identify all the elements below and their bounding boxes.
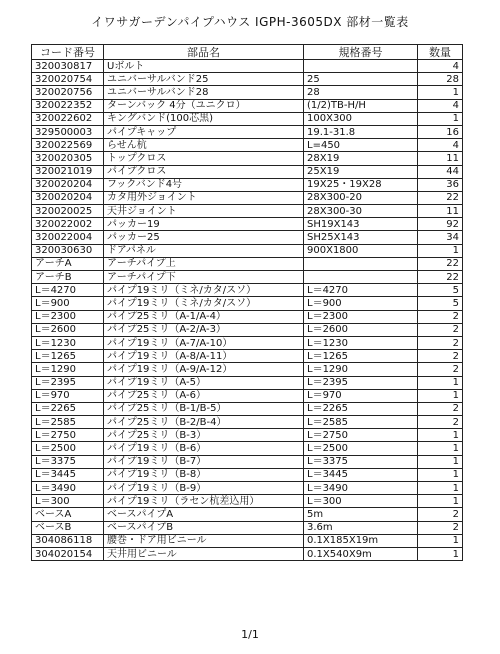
code-cell: L＝2395 [32, 376, 104, 389]
table-row [32, 257, 463, 270]
quantity-cell: 2 [418, 521, 463, 534]
code-cell: ベースB [32, 521, 104, 534]
part-name-cell: パイプ19ミリ（ラセン杭差込用） [104, 495, 304, 508]
spec-cell: L＝300 [304, 495, 418, 508]
parts-table [31, 44, 463, 561]
table-row [32, 73, 463, 86]
table-row [32, 191, 463, 204]
quantity-cell: 4 [418, 139, 463, 152]
table-row [32, 165, 463, 178]
table-row [32, 99, 463, 112]
spec-cell: SH25X143 [304, 231, 418, 244]
spec-cell: 25 [304, 73, 418, 86]
page-number: 1/1 [241, 628, 259, 641]
part-name-cell: パイプ19ミリ（A-5） [104, 376, 304, 389]
code-cell: ベースA [32, 508, 104, 521]
spec-cell: L＝2585 [304, 416, 418, 429]
quantity-cell: 2 [418, 336, 463, 349]
part-name-cell: パイプ19ミリ（B-9） [104, 482, 304, 495]
spec-cell: L＝970 [304, 389, 418, 402]
quantity-cell: 1 [418, 534, 463, 547]
table-row [32, 310, 463, 323]
quantity-cell: 1 [418, 429, 463, 442]
code-cell: L＝900 [32, 297, 104, 310]
table-row [32, 534, 463, 547]
part-name-cell: パッカー25 [104, 231, 304, 244]
part-name-cell: パイプ19ミリ（A-8/A-11） [104, 350, 304, 363]
table-row [32, 336, 463, 349]
quantity-cell: 92 [418, 218, 463, 231]
table-row [32, 442, 463, 455]
spec-cell: SH19X143 [304, 218, 418, 231]
table-row [32, 376, 463, 389]
quantity-cell: 28 [418, 73, 463, 86]
code-cell: 320022002 [32, 218, 104, 231]
code-cell: L＝970 [32, 389, 104, 402]
code-cell: L＝2500 [32, 442, 104, 455]
code-cell: 320022352 [32, 99, 104, 112]
quantity-cell: 16 [418, 125, 463, 138]
code-cell: 320030630 [32, 244, 104, 257]
table-row [32, 350, 463, 363]
column-header-code: コード番号 [32, 45, 104, 60]
quantity-cell: 22 [418, 257, 463, 270]
part-name-cell: パイプ25ミリ（B-3） [104, 429, 304, 442]
spec-cell: 3.6m [304, 521, 418, 534]
table-row [32, 468, 463, 481]
spec-cell: L＝4270 [304, 284, 418, 297]
quantity-cell: 2 [418, 416, 463, 429]
part-name-cell: カタ用外ジョイント [104, 191, 304, 204]
spec-cell: L＝2300 [304, 310, 418, 323]
part-name-cell: パイプ25ミリ（B-1/B-5） [104, 402, 304, 415]
part-name-cell: パイプ19ミリ（ミネ/カタ/スソ） [104, 284, 304, 297]
code-cell: アーチA [32, 257, 104, 270]
quantity-cell: 2 [418, 402, 463, 415]
spec-cell: L＝2265 [304, 402, 418, 415]
spec-cell: (1/2)TB-H/H [304, 99, 418, 112]
part-name-cell: フックバンド4号 [104, 178, 304, 191]
part-name-cell: アーチパイプ上 [104, 257, 304, 270]
part-name-cell: パッカー19 [104, 218, 304, 231]
quantity-cell: 22 [418, 191, 463, 204]
quantity-cell: 1 [418, 455, 463, 468]
quantity-cell: 1 [418, 86, 463, 99]
part-name-cell: トップクロス [104, 152, 304, 165]
spec-cell [304, 271, 418, 284]
spec-cell: 28 [304, 86, 418, 99]
table-row [32, 495, 463, 508]
code-cell: アーチB [32, 271, 104, 284]
spec-cell: L＝1290 [304, 363, 418, 376]
code-cell: L＝3445 [32, 468, 104, 481]
quantity-cell: 1 [418, 547, 463, 560]
quantity-cell: 1 [418, 495, 463, 508]
table-row [32, 112, 463, 125]
table-row [32, 455, 463, 468]
spec-cell: 5m [304, 508, 418, 521]
quantity-cell: 1 [418, 112, 463, 125]
table-row [32, 152, 463, 165]
part-name-cell: らせん杭 [104, 139, 304, 152]
part-name-cell: パイプ19ミリ（B-7） [104, 455, 304, 468]
document-title: イワサガーデンパイプハウス IGPH-3605DX 部材一覧表 [91, 15, 409, 29]
part-name-cell: ユニバーサルバンド28 [104, 86, 304, 99]
part-name-cell: 天井ジョイント [104, 205, 304, 218]
code-cell: L＝1230 [32, 336, 104, 349]
spec-cell: 28X300-20 [304, 191, 418, 204]
quantity-cell: 4 [418, 99, 463, 112]
table-row [32, 363, 463, 376]
part-name-cell: パイプキャップ [104, 125, 304, 138]
table-row [32, 297, 463, 310]
code-cell: 320020305 [32, 152, 104, 165]
table-row [32, 284, 463, 297]
table-row [32, 429, 463, 442]
part-name-cell: パイプ25ミリ（A-6） [104, 389, 304, 402]
code-cell: L＝2585 [32, 416, 104, 429]
spec-cell: L＝3445 [304, 468, 418, 481]
table-row [32, 218, 463, 231]
quantity-cell: 1 [418, 482, 463, 495]
code-cell: 320020204 [32, 191, 104, 204]
part-name-cell: ドアパネル [104, 244, 304, 257]
quantity-cell: 34 [418, 231, 463, 244]
code-cell: 320022602 [32, 112, 104, 125]
part-name-cell: パイプ19ミリ（B-8） [104, 468, 304, 481]
spec-cell: L＝3490 [304, 482, 418, 495]
part-name-cell: パイプ25ミリ（A-1/A-4） [104, 310, 304, 323]
part-name-cell: パイプ19ミリ（A-7/A-10） [104, 336, 304, 349]
part-name-cell: パイプ19ミリ（A-9/A-12） [104, 363, 304, 376]
column-header-spec: 規格番号 [304, 45, 418, 60]
code-cell: L＝1290 [32, 363, 104, 376]
quantity-cell: 5 [418, 284, 463, 297]
part-name-cell: パイプ19ミリ（B-6） [104, 442, 304, 455]
spec-cell: 0.1X540X9m [304, 547, 418, 560]
quantity-cell: 2 [418, 310, 463, 323]
spec-cell: L＝3375 [304, 455, 418, 468]
spec-cell: L＝1230 [304, 336, 418, 349]
spec-cell [304, 60, 418, 73]
table-row [32, 389, 463, 402]
table-row [32, 205, 463, 218]
table-row [32, 125, 463, 138]
spec-cell: L=450 [304, 139, 418, 152]
code-cell: 320020754 [32, 73, 104, 86]
table-row [32, 178, 463, 191]
quantity-cell: 2 [418, 508, 463, 521]
quantity-cell: 1 [418, 376, 463, 389]
part-name-cell: ベースパイプA [104, 508, 304, 521]
quantity-cell: 2 [418, 323, 463, 336]
table-header-row [32, 45, 463, 60]
part-name-cell: アーチパイプ下 [104, 271, 304, 284]
quantity-cell: 1 [418, 468, 463, 481]
spec-cell: 28X300-30 [304, 205, 418, 218]
part-name-cell: パイプクロス [104, 165, 304, 178]
code-cell: 304020154 [32, 547, 104, 560]
column-header-quantity: 数量 [418, 45, 463, 60]
code-cell: 320021019 [32, 165, 104, 178]
table-row [32, 231, 463, 244]
column-header-part-name: 部品名 [104, 45, 304, 60]
code-cell: L＝2600 [32, 323, 104, 336]
table-row [32, 139, 463, 152]
table-row [32, 521, 463, 534]
table-row [32, 482, 463, 495]
code-cell: 320022004 [32, 231, 104, 244]
table-row [32, 547, 463, 560]
quantity-cell: 11 [418, 152, 463, 165]
code-cell: 329500003 [32, 125, 104, 138]
quantity-cell: 5 [418, 297, 463, 310]
table-row [32, 244, 463, 257]
table-row [32, 323, 463, 336]
part-name-cell: キングバンド(100芯黒) [104, 112, 304, 125]
part-name-cell: パイプ25ミリ（B-2/B-4） [104, 416, 304, 429]
table-row [32, 60, 463, 73]
quantity-cell: 22 [418, 271, 463, 284]
table-row [32, 402, 463, 415]
quantity-cell: 1 [418, 442, 463, 455]
spec-cell: L＝2395 [304, 376, 418, 389]
code-cell: 320022569 [32, 139, 104, 152]
table-row [32, 86, 463, 99]
table-row [32, 271, 463, 284]
spec-cell: 900X1800 [304, 244, 418, 257]
part-name-cell: 天井用ビニール [104, 547, 304, 560]
code-cell: L＝300 [32, 495, 104, 508]
spec-cell: L＝2500 [304, 442, 418, 455]
part-name-cell: Uボルト [104, 60, 304, 73]
code-cell: L＝2300 [32, 310, 104, 323]
spec-cell: L＝1265 [304, 350, 418, 363]
table-row [32, 508, 463, 521]
quantity-cell: 11 [418, 205, 463, 218]
quantity-cell: 2 [418, 350, 463, 363]
quantity-cell: 1 [418, 389, 463, 402]
table-row [32, 416, 463, 429]
code-cell: L＝4270 [32, 284, 104, 297]
part-name-cell: ベースパイプB [104, 521, 304, 534]
quantity-cell: 1 [418, 244, 463, 257]
spec-cell: L＝2750 [304, 429, 418, 442]
quantity-cell: 4 [418, 60, 463, 73]
part-name-cell: ターンバック 4分（ユニクロ） [104, 99, 304, 112]
part-name-cell: パイプ19ミリ（ミネ/カタ/スソ） [104, 297, 304, 310]
spec-cell: 28X19 [304, 152, 418, 165]
quantity-cell: 2 [418, 363, 463, 376]
code-cell: 320030817 [32, 60, 104, 73]
code-cell: 320020204 [32, 178, 104, 191]
table-body [32, 60, 463, 561]
code-cell: 320020756 [32, 86, 104, 99]
code-cell: 320020025 [32, 205, 104, 218]
code-cell: L＝3490 [32, 482, 104, 495]
code-cell: L＝2750 [32, 429, 104, 442]
code-cell: 304086118 [32, 534, 104, 547]
part-name-cell: 腰巻・ドア用ビニール [104, 534, 304, 547]
spec-cell: 0.1X185X19m [304, 534, 418, 547]
part-name-cell: ユニバーサルバンド25 [104, 73, 304, 86]
spec-cell: 19X25・19X28 [304, 178, 418, 191]
code-cell: L＝2265 [32, 402, 104, 415]
spec-cell: L＝900 [304, 297, 418, 310]
quantity-cell: 36 [418, 178, 463, 191]
part-name-cell: パイプ25ミリ（A-2/A-3） [104, 323, 304, 336]
spec-cell: L＝2600 [304, 323, 418, 336]
spec-cell: 100X300 [304, 112, 418, 125]
code-cell: L＝3375 [32, 455, 104, 468]
spec-cell: 19.1-31.8 [304, 125, 418, 138]
spec-cell: 25X19 [304, 165, 418, 178]
code-cell: L＝1265 [32, 350, 104, 363]
spec-cell [304, 257, 418, 270]
quantity-cell: 44 [418, 165, 463, 178]
